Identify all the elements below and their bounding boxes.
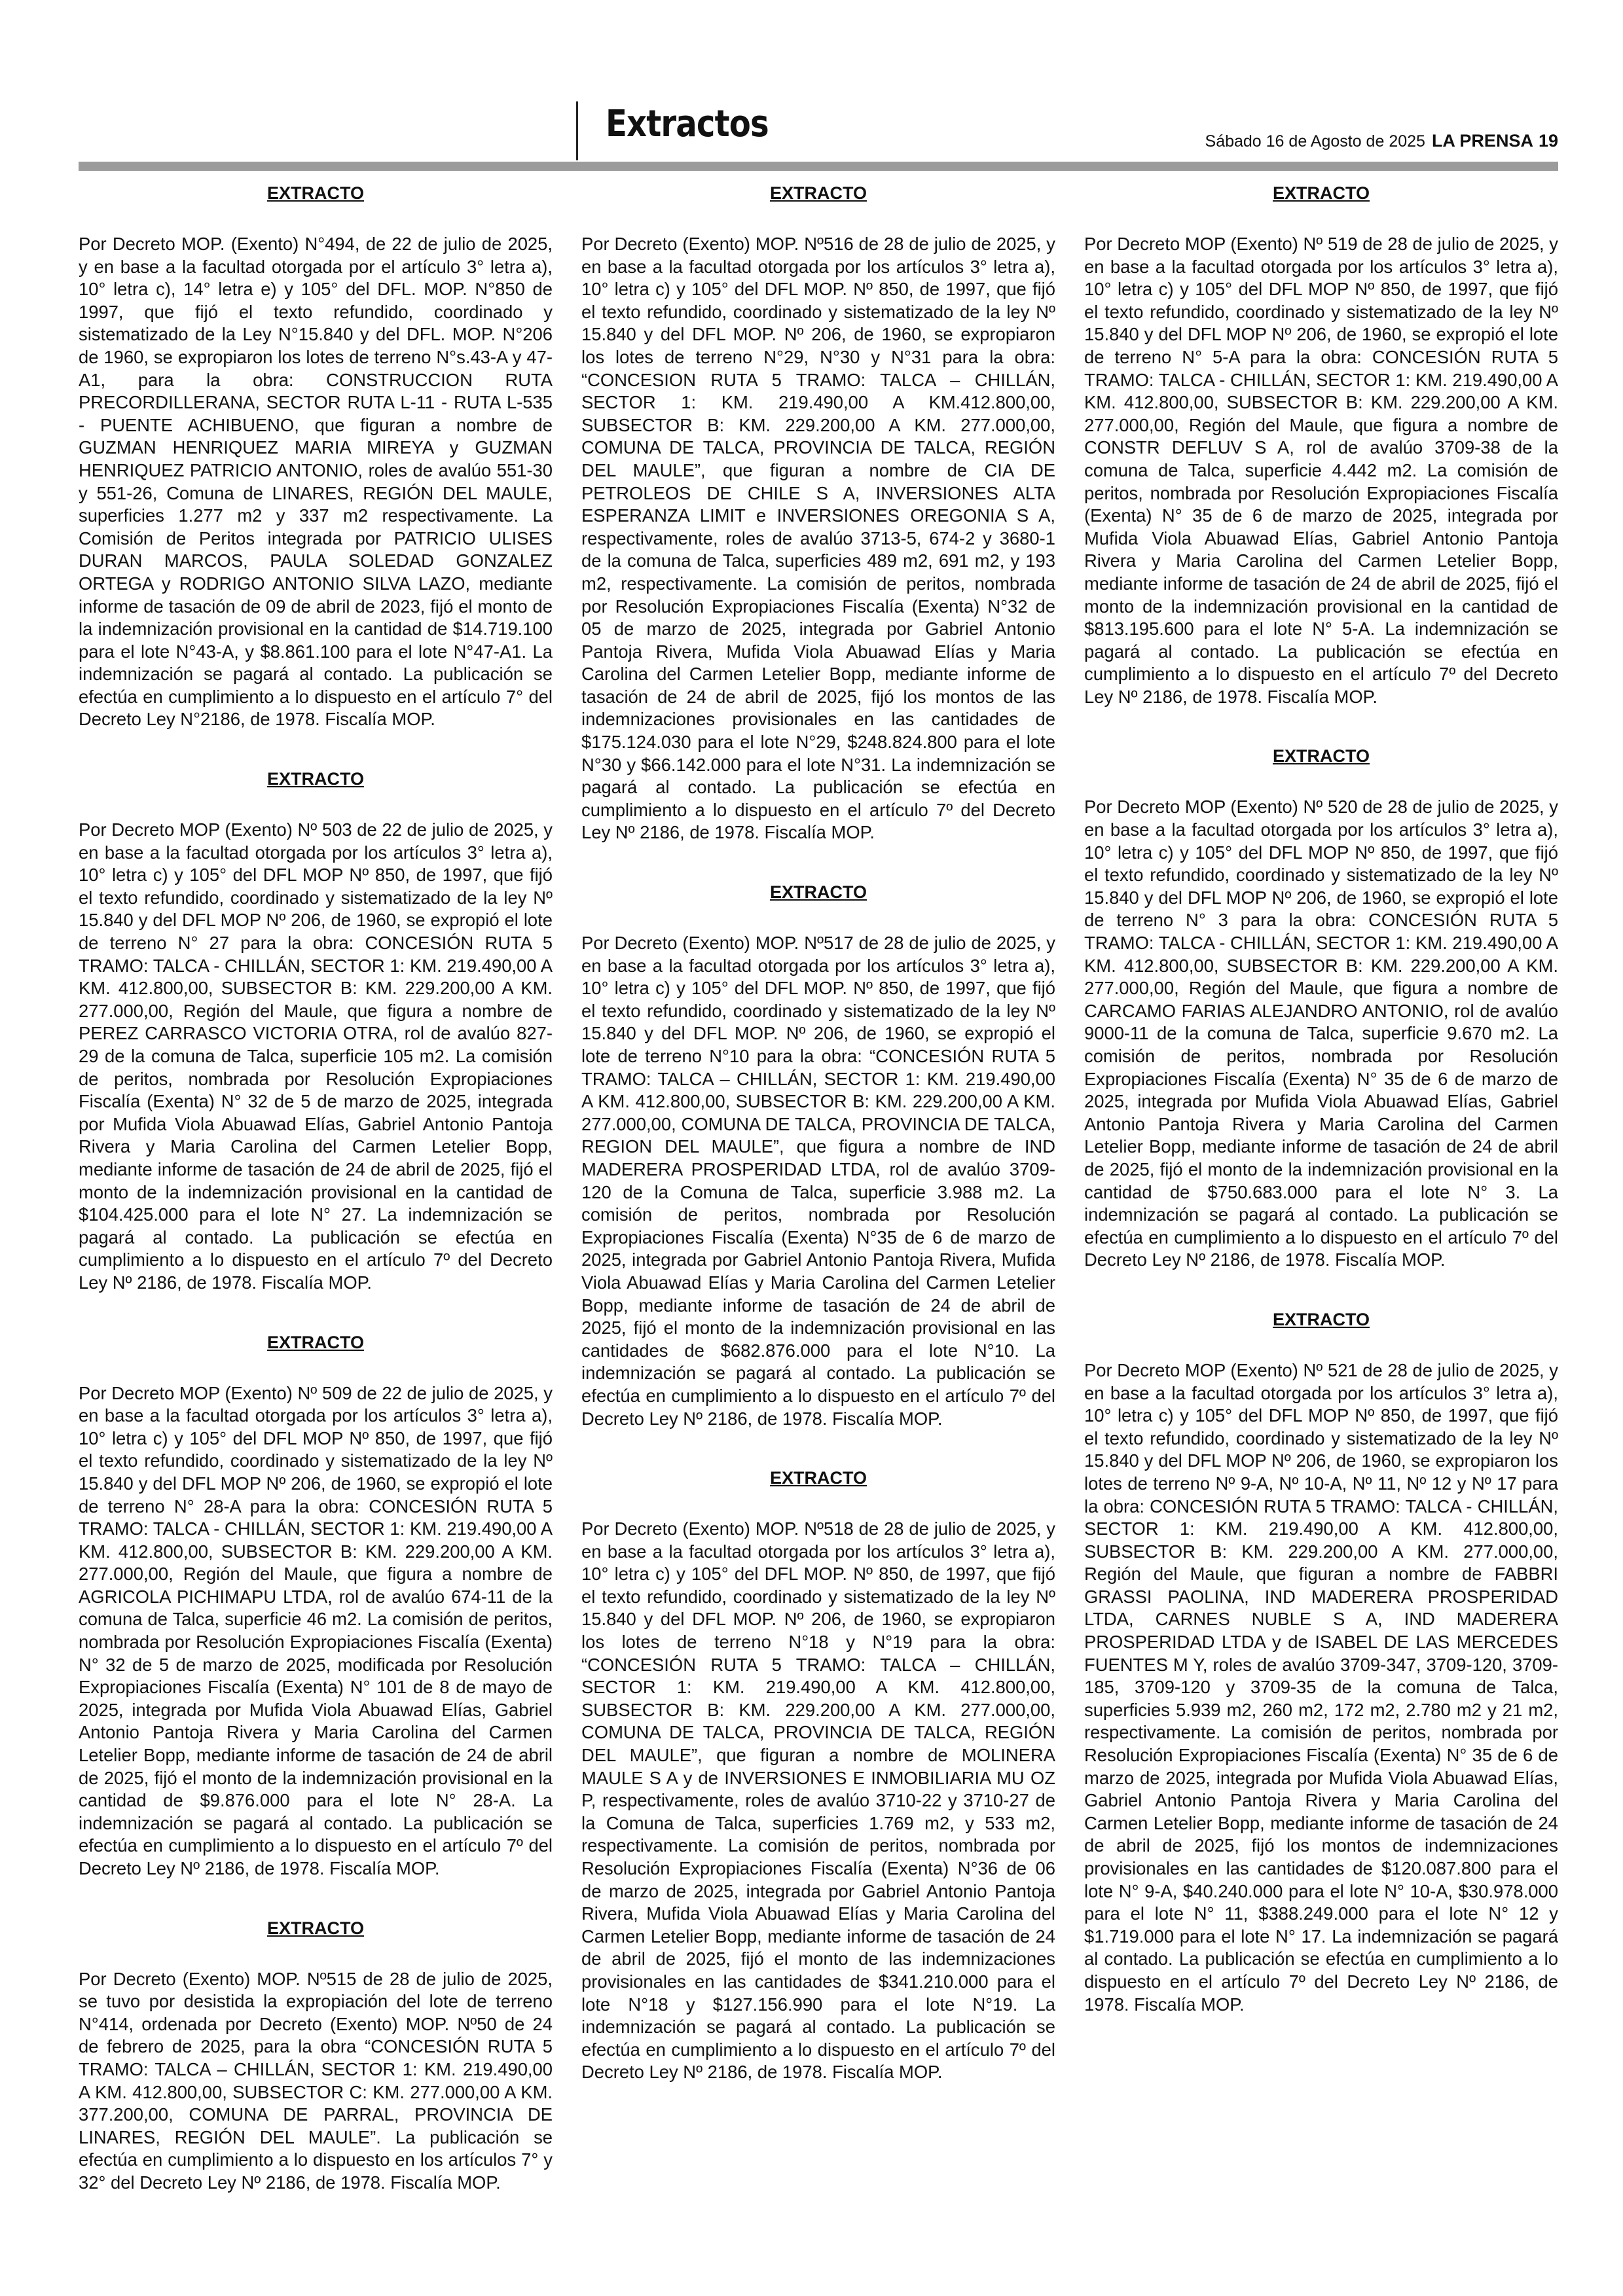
notice-518	[581, 1467, 1055, 2084]
notice-heading: EXTRACTO	[769, 1468, 867, 1488]
column-1	[79, 182, 553, 2231]
notice-body: Por Decreto MOP (Exento) Nº 503 de 22 de julio de 2025, y en base a la facultad otorgada por los artículos 3° letra a), 10° letra c) y 105° del DFL MOP Nº 850, de 1997, que fijó el texto refundido, coordinado y sistematizado de la ley Nº 15.840 y del DFL MOP Nº 206, de 1960, se expropió el lote de terreno N° 27 para la obra: CONCESIÓN RUTA 5 TRAMO: TALCA - CHILLÁN, SECTOR 1: KM. 219.490,00 A KM. 412.800,00, SUBSECTOR B: KM. 229.200,00 A KM. 277.000,00, Región del Maule, que figura a nombre de PEREZ CARRASCO VICTORIA OTRA, rol de avalúo 827-29 de la comuna de Talca, superficie 105 m2. La comisión de peritos, nombrada por Resolución Expropiaciones Fiscalía (Exenta) N° 32 de 5 de marzo de 2025, integrada por Mufida Viola Abuawad Elías, Gabriel Antonio Pantoja Rivera y Maria Carolina del Carmen Letelier Bopp, mediante informe de tasación de 24 de abril de 2025, fijó el monto de la indemnización provisional en la cantidad de $104.425.000 para el lote N° 27. La indemnización se pagará al contado. La publicación se efectúa en cumplimiento a lo dispuesto en el artículo 7º del Decreto Ley Nº 2186, de 1978. Fiscalía MOP.	[79, 819, 553, 1293]
notice-494	[79, 182, 553, 731]
notice-517	[581, 881, 1055, 1430]
notice-body: Por Decreto MOP (Exento) Nº 509 de 22 de julio de 2025, y en base a la facultad otorgada por los artículos 3° letra a), 10° letra c) y 105° del DFL MOP Nº 850, de 1997, que fijó el texto refundido, coordinado y sistematizado de la ley Nº 15.840 y del DFL MOP Nº 206, de 1960, se expropió el lote de terreno N° 28-A para la obra: CONCESIÓN RUTA 5 TRAMO: TALCA - CHILLÁN, SECTOR 1: KM. 219.490,00 A KM. 412.800,00, SUBSECTOR B: KM. 229.200,00 A KM. 277.000,00, Región del Maule, que figura a nombre de AGRICOLA PICHIMAPU LTDA, rol de avalúo 674-11 de la comuna de Talca, superficie 46 m2. La comisión de peritos, nombrada por Resolución Expropiaciones Fiscalía (Exenta) N° 32 de 5 de marzo de 2025, modificada por Resolución Expropiaciones Fiscalía (Exenta) N° 101 de 8 de mayo de 2025, integrada por Mufida Viola Abuawad Elías, Gabriel Antonio Pantoja Rivera y Maria Carolina del Carmen Letelier Bopp, mediante informe de tasación de 24 de abril de 2025, fijó el monto de la indemnización provisional en la cantidad de $9.876.000 para el lote N° 28-A. La indemnización se pagará al contado. La publicación se efectúa en cumplimiento a lo dispuesto en el artículo 7º del Decreto Ley Nº 2186, de 1978. Fiscalía MOP.	[79, 1382, 553, 1878]
notice-body: Por Decreto MOP (Exento) Nº 519 de 28 de julio de 2025, y en base a la facultad otorgada por los artículos 3° letra a), 10° letra c) y 105° del DFL MOP Nº 850, de 1997, que fijó el texto refundido, coordinado y sistematizado de la ley Nº 15.840 y del DFL MOP Nº 206, de 1960, se expropió el lote de terreno N° 5-A para la obra: CONCESIÓN RUTA 5 TRAMO: TALCA - CHILLÁN, SECTOR 1: KM. 219.490,00 A KM. 412.800,00, SUBSECTOR B: KM. 229.200,00 A KM. 277.000,00, Región del Maule, que figura a nombre de CONSTR DEFLUV S A, rol de avalúo 3709-38 de la comuna de Talca, superficie 4.442 m2. La comisión de peritos, nombrada por Resolución Expropiaciones Fiscalía (Exenta) N° 35 de 6 de marzo de 2025, integrada por Mufida Viola Abuawad Elías, Gabriel Antonio Pantoja Rivera y Maria Carolina del Carmen Letelier Bopp, mediante informe de tasación de 24 de abril de 2025, fijó el monto de la indemnización provisional en la cantidad de $813.195.600 para el lote N° 5-A. La indemnización se pagará al contado. La publicación se efectúa en cumplimiento a lo dispuesto en el artículo 7º del Decreto Ley Nº 2186, de 1978. Fiscalía MOP.	[1084, 234, 1558, 707]
notice-503	[79, 768, 553, 1294]
notice-heading: EXTRACTO	[266, 183, 364, 203]
notice-body: Por Decreto (Exento) MOP. Nº516 de 28 de julio de 2025, y en base a la facultad otorgada por los artículos 3° letra a), 10° letra c) y 105° del DFL MOP. Nº 850, de 1997, que fijó el texto refundido, coordinado y sistematizado de la ley Nº 15.840 y del DFL MOP. Nº 206, de 1960, se expropiaron los lotes de terreno N°29, N°30 y N°31 para la obra: “CONCESION RUTA 5 TRAMO: TALCA – CHILLÁN, SECTOR 1: KM. 219.490,00 A KM.412.800,00, SUBSECTOR B: KM. 229.200,00 A KM. 277.000,00, COMUNA DE TALCA, PROVINCIA DE TALCA, REGIÓN DEL MAULE”, que figuran a nombre de CIA DE PETROLEOS DE CHILE S A, INVERSIONES ALTA ESPERANZA LIMIT e INVERSIONES OREGONIA S A, respectivamente, roles de avalúo 3713-5, 674-2 y 3680-1 de la comuna de Talca, superficies 489 m2, 691 m2, y 193 m2, respectivamente. La comisión de peritos, nombrada por Resolución Expropiaciones Fiscalía (Exenta) N°32 de 05 de marzo de 2025, integrada por Gabriel Antonio Pantoja Rivera, Mufida Viola Abuawad Elías y Maria Carolina del Carmen Letelier Bopp, mediante informe de tasación de 24 de abril de 2025, fijó los montos de las indemnizaciones provisionales en las cantidades de $175.124.030 para el lote N°29, $248.824.800 para el lote N°30 y $66.142.000 para el lote N°31. La indemnización se pagará al contado. La publicación se efectúa en cumplimiento a lo dispuesto en el artículo 7º del Decreto Ley Nº 2186, de 1978. Fiscalía MOP.	[581, 234, 1055, 843]
notice-516	[581, 182, 1055, 844]
notice-515	[79, 1917, 553, 2195]
notice-body: Por Decreto (Exento) MOP. Nº517 de 28 de julio de 2025, y en base a la facultad otorgada por los artículos 3° letra a), 10° letra c) y 105° del DFL MOP. Nº 850, de 1997, que fijó el texto refundido, coordinado y sistematizado de la ley Nº 15.840 y del DFL MOP. Nº 206, de 1960, se expropió el lote de terreno N°10 para la obra: “CONCESIÓN RUTA 5 TRAMO: TALCA – CHILLÁN, SECTOR 1: KM. 219.490,00 A KM. 412.800,00, SUBSECTOR B: KM. 229.200,00 A KM. 277.000,00, COMUNA DE TALCA, PROVINCIA DE TALCA, REGION DEL MAULE”, que figura a nombre de IND MADERERA PROSPERIDAD LTDA, rol de avalúo 3709-120 de la Comuna de Talca, superficie 3.988 m2. La comisión de peritos, nombrada por Resolución Expropiaciones Fiscalía (Exenta) N°35 de 6 de marzo de 2025, integrada por Gabriel Antonio Pantoja Rivera, Mufida Viola Abuawad Elías y Maria Carolina del Carmen Letelier Bopp, mediante informe de tasación de 24 de abril de 2025, fijó el monto de la indemnización provisional en las cantidades de $682.876.000 para el lote N°10. La indemnización se pagará al contado. La publicación se efectúa en cumplimiento a lo dispuesto en el artículo 7º del Decreto Ley Nº 2186, de 1978. Fiscalía MOP.	[581, 933, 1055, 1429]
issue-date: Sábado 16 de Agosto de 2025	[1205, 132, 1425, 151]
notice-body: Por Decreto MOP (Exento) Nº 521 de 28 de julio de 2025, y en base a la facultad otorgada por los artículos 3° letra a), 10° letra c) y 105° del DFL MOP Nº 850, de 1997, que fijó el texto refundido, coordinado y sistematizado de la ley Nº 15.840 y del DFL MOP Nº 206, de 1960, se expropiaron los lotes de terreno Nº 9-A, Nº 10-A, Nº 11, Nº 12 y Nº 17 para la obra: CONCESIÓN RUTA 5 TRAMO: TALCA - CHILLÁN, SECTOR 1: KM. 219.490,00 A KM. 412.800,00, SUBSECTOR B: KM. 229.200,00 A KM. 277.000,00, Región del Maule, que figuran a nombre de FABBRI GRASSI PAOLINA, IND MADERERA PROSPERIDAD LTDA, CARNES NUBLE S A, IND MADERERA PROSPERIDAD LTDA y de ISABEL DE LAS MERCEDES FUENTES M Y, roles de avalúo 3709-347, 3709-120, 3709-185, 3709-120 y 3709-35 de la comuna de Talca, superficies 5.939 m2, 260 m2, 172 m2, 2.780 m2 y 21 m2, respectivamente. La comisión de peritos, nombrada por Resolución Expropiaciones Fiscalía (Exenta) N° 35 de 6 de marzo de 2025, integrada por Mufida Viola Abuawad Elías, Gabriel Antonio Pantoja Rivera y Maria Carolina del Carmen Letelier Bopp, mediante informe de tasación de 24 de abril de 2025, fijó los montos de indemnizaciones provisionales en las cantidades de $120.087.800 para el lote N° 9-A, $40.240.000 para el lote N° 10-A, $30.978.000 para el lote N° 11, $388.249.000 para el lote N° 12 y $1.719.000 para el lote N° 17. La indemnización se pagará al contado. La publicación se efectúa en cumplimiento a lo dispuesto en el artículo 7º del Decreto Ley Nº 2186, de 1978. Fiscalía MOP.	[1084, 1359, 1558, 2015]
header-rule	[79, 162, 1558, 171]
newspaper-name: LA PRENSA	[1431, 131, 1533, 151]
column-2	[581, 182, 1055, 2121]
page-header	[79, 98, 1558, 160]
notice-heading: EXTRACTO	[266, 1918, 364, 1938]
notice-519	[1084, 182, 1558, 708]
notice-heading: EXTRACTO	[1272, 746, 1370, 766]
notice-body: Por Decreto MOP. (Exento) N°494, de 22 de julio de 2025, y en base a la facultad otorgada por el artículo 3° letra a), 10° letra c), 14° letra e) y 105° del DFL. MOP. N°850 de 1997, que fijó el texto refundido, coordinado y sistematizado de la Ley N°15.840 y del DFL. MOP. N°206 de 1960, se expropiaron los lotes de terreno N°s.43-A y 47-A1, para la obra: CONSTRUCCION RUTA PRECORDILLERANA, SECTOR RUTA L-11 - RUTA L-535 - PUENTE ACHIBUENO, que figuran a nombre de GUZMAN HENRIQUEZ MARIA MIREYA y GUZMAN HENRIQUEZ PATRICIO ANTONIO, roles de avalúo 551-30 y 551-26, Comuna de LINARES, REGIÓN DEL MAULE, superficies 1.277 m2 y 337 m2 respectivamente. La Comisión de Peritos integrada por PATRICIO ULISES DURAN MARCOS, PAULA SOLEDAD GONZALEZ ORTEGA y RODRIGO ANTONIO SILVA LAZO, mediante informe de tasación de 09 de abril de 2023, fijó el monto de la indemnización provisional en la cantidad de $14.719.100 para el lote N°43-A, y $8.861.100 para el lote N°47-A1. La indemnización se pagará al contado. La publicación se efectúa en cumplimiento a lo dispuesto en el artículo 7° del Decreto Ley N°2186, de 1978. Fiscalía MOP.	[79, 234, 553, 730]
notice-body: Por Decreto MOP (Exento) Nº 520 de 28 de julio de 2025, y en base a la facultad otorgada por los artículos 3° letra a), 10° letra c) y 105° del DFL MOP Nº 850, de 1997, que fijó el texto refundido, coordinado y sistematizado de la ley Nº 15.840 y del DFL MOP Nº 206, de 1960, se expropió el lote de terreno N° 3 para la obra: CONCESIÓN RUTA 5 TRAMO: TALCA - CHILLÁN, SECTOR 1: KM. 219.490,00 A KM. 412.800,00, SUBSECTOR B: KM. 229.200,00 A KM. 277.000,00, Región del Maule, que figura a nombre de CARCAMO FARIAS ALEJANDRO ANTONIO, rol de avalúo 9000-11 de la comuna de Talca, superficie 9.670 m2. La comisión de peritos, nombrada por Resolución Expropiaciones Fiscalía (Exenta) N° 35 de 6 de marzo de 2025, integrada por Mufida Viola Abuawad Elías, Gabriel Antonio Pantoja Rivera y Maria Carolina del Carmen Letelier Bopp, mediante informe de tasación de 24 de abril de 2025, fijó el monto de la indemnización provisional en la cantidad de $750.683.000 para el lote N° 3. La indemnización se pagará al contado. La publicación se efectúa en cumplimiento a lo dispuesto en el artículo 7º del Decreto Ley Nº 2186, de 1978. Fiscalía MOP.	[1084, 797, 1558, 1270]
header-divider	[576, 101, 578, 160]
notice-body: Por Decreto (Exento) MOP. Nº515 de 28 de julio de 2025, se tuvo por desistida la expropiación del lote de terreno N°414, ordenada por Decreto (Exento) MOP. Nº50 de 24 de febrero de 2025, para la obra “CONCESIÓN RUTA 5 TRAMO: TALCA – CHILLÁN, SECTOR 1: KM. 219.490,00 A KM. 412.800,00, SUBSECTOR C: KM. 277.000,00 A KM. 377.200,00, COMUNA DE PARRAL, PROVINCIA DE LINARES, REGIÓN DEL MAULE”. La publicación se efectúa en cumplimiento a lo dispuesto en los artículos 7° y 32° del Decreto Ley Nº 2186, de 1978. Fiscalía MOP.	[79, 1968, 553, 2193]
notice-heading: EXTRACTO	[266, 769, 364, 789]
notice-heading: EXTRACTO	[1272, 1309, 1370, 1329]
notice-heading: EXTRACTO	[1272, 183, 1370, 203]
section-title: Extractos	[606, 103, 769, 145]
page-number: 19	[1538, 131, 1558, 151]
notice-520	[1084, 745, 1558, 1271]
notice-heading: EXTRACTO	[266, 1332, 364, 1352]
header-meta	[1205, 131, 1558, 151]
column-3	[1084, 182, 1558, 2053]
notice-heading: EXTRACTO	[769, 882, 867, 903]
notice-body: Por Decreto (Exento) MOP. Nº518 de 28 de julio de 2025, y en base a la facultad otorgada por los artículos 3° letra a), 10° letra c) y 105° del DFL MOP. Nº 850, de 1997, que fijó el texto refundido, coordinado y sistematizado de la ley Nº 15.840 y del DFL MOP. Nº 206, de 1960, se expropiaron los lotes de terreno N°18 y N°19 para la obra: “CONCESIÓN RUTA 5 TRAMO: TALCA – CHILLÁN, SECTOR 1: KM. 219.490,00 A KM. 412.800,00, SUBSECTOR B: KM. 229.200,00 A KM. 277.000,00, COMUNA DE TALCA, PROVINCIA DE TALCA, REGIÓN DEL MAULE”, que figuran a nombre de MOLINERA MAULE S A y de INVERSIONES E INMOBILIARIA MU OZ P, respectivamente, roles de avalúo 3710-22 y 3710-27 de la Comuna de Talca, superficies 1.769 m2, y 533 m2, respectivamente. La comisión de peritos, nombrada por Resolución Expropiaciones Fiscalía (Exenta) N°36 de 06 de marzo de 2025, integrada por Gabriel Antonio Pantoja Rivera, Mufida Viola Abuawad Elías y Maria Carolina del Carmen Letelier Bopp, mediante informe de tasación de 24 de abril de 2025, fijó el monto de las indemnizaciones provisionales en las cantidades de $341.210.000 para el lote N°18 y $127.156.990 para el lote N°19. La indemnización se pagará al contado. La publicación se efectúa en cumplimiento a lo dispuesto en el artículo 7º del Decreto Ley Nº 2186, de 1978. Fiscalía MOP.	[581, 1518, 1055, 2083]
notice-521	[1084, 1308, 1558, 2016]
notice-509	[79, 1331, 553, 1880]
notice-heading: EXTRACTO	[769, 183, 867, 203]
